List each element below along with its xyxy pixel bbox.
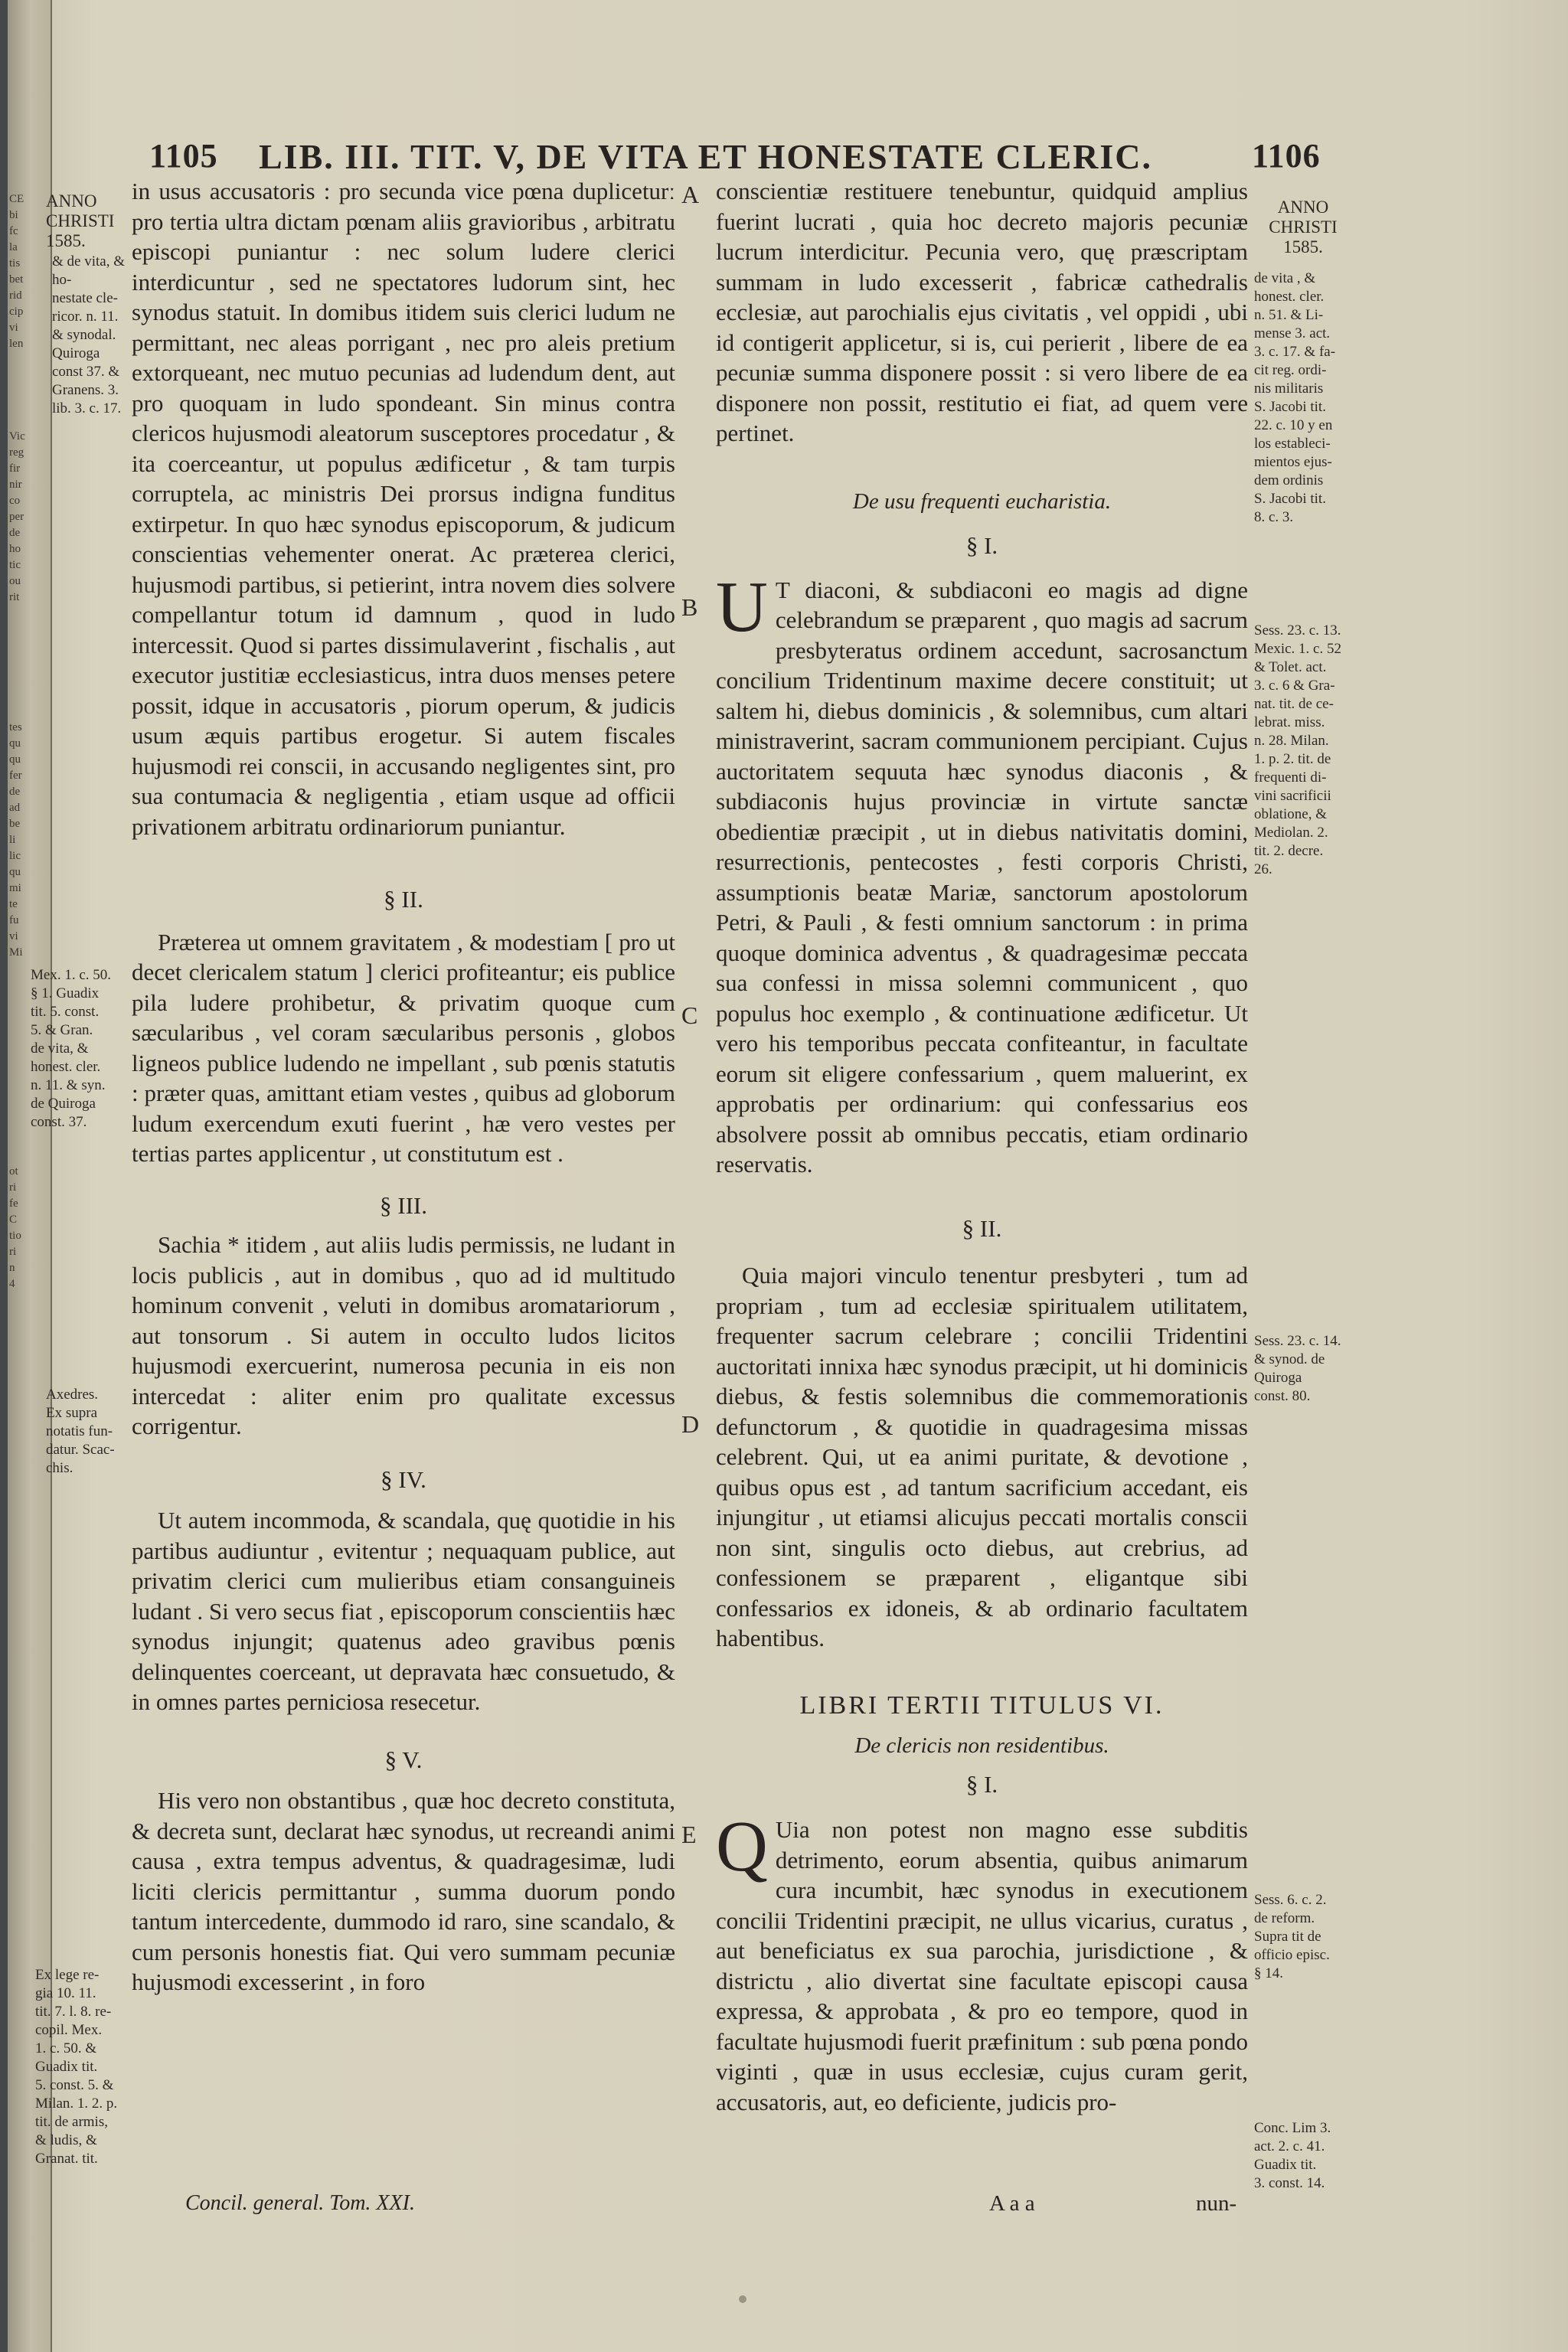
section-heading: § III. <box>380 1191 427 1219</box>
gutter-letter: B <box>681 593 698 621</box>
margin-note: Ex lege re- gia 10. 11. tit. 7. l. 8. re- copil. Mex. 1. c. 50. & Guadix tit. 5. const. 5. & Milan. 1. 2. p. tit. de armis, & ludis, & Granat. tit. <box>35 1967 118 2167</box>
paper-speck <box>739 2295 746 2303</box>
margin-year-right: ANNO CHRISTI 1585. <box>1269 198 1338 256</box>
section-subtitle: De usu frequenti eucharistia. <box>852 488 1112 514</box>
gutter-letter: C <box>681 1001 698 1029</box>
paragraph: His vero non obstantibus , quæ hoc decreto constituta, & decreta sunt, declarat hæc synodus, ut recreandi animi causa , extra tempus adventus, & quadragesimæ, ludi liciti clericis permittantur , summa duorum pondo tantum intercedente, dummodo id raro, sine scandalo, & cum personis honestis fiat. Qui vero summam pecuniæ hujusmodi excesserint , in foro <box>132 1787 675 1995</box>
section-heading: § I. <box>965 532 998 559</box>
margin-note: Axedres. Ex supra notatis fun- datur. Scac- chis. <box>46 1387 115 1476</box>
section-heading: § V. <box>384 1746 423 1773</box>
prev-page-fragment: Vic reg fir nir co per de ho tic ou rit <box>9 430 25 603</box>
margin-note: Sess. 6. c. 2. de reform. Supra tit de officio episc. § 14. <box>1254 1892 1330 1981</box>
signature-mark: A a a <box>989 2191 1035 2216</box>
page-number-left: 1105 <box>149 137 218 175</box>
paragraph: T diaconi, & subdiaconi eo magis ad digne celebrandum se præparent , quo magis ad sacrum presbyteratus ordinem accedunt, sacrosanctum concilium Tridentinum maxime decere constituit; ut saltem hi, diebus dominicis , & solemnibus, cum altari ministraverint, sacram communionem percipiant. Cujus auctoritatem sequuta hæc synodus diaconis , & subdiaconis hujus provinciæ in virtute sanctæ obedientiæ præcipit , ut in diebus nativitatis domini, resurrectionis, pentecostes , festi corporis Christi, assumptionis beatæ Mariæ, sanctorum apostolorum Petri, & Pauli , & festi omnium sanctorum : in prima quoque dominica adventus , & quadragesimæ peccata sua confessi in missa solemni communicent , quo populus hoc exemplo , & continuatione ædificetur. Ut vero his temporibus peccata confiteantur, in facultate eorum sit eligere confessarium , quem maluerint, ex approbatis per ordinarium: qui confessarius eos absolvere possit ab omnibus peccatis, etiam ordinario reservatis. <box>716 576 1248 1178</box>
book-page <box>8 0 1568 2352</box>
margin-note: Conc. Lim 3. act. 2. c. 41. Guadix tit. 3. const. 14. <box>1254 2120 1331 2191</box>
gutter-letter: E <box>681 1821 697 1848</box>
margin-note: Mex. 1. c. 50. § 1. Guadix tit. 5. const. 5. & Gran. de vita, & honest. cler. n. 11. & syn. de Quiroga const. 37. <box>31 967 112 1130</box>
section-heading: § I. <box>965 1770 998 1798</box>
running-title: LIB. III. TIT. V, DE VITA ET HONESTATE CLERIC. <box>259 137 1153 176</box>
catchword: nun- <box>1196 2191 1237 2216</box>
margin-note: & de vita, & ho- nestate cle- ricor. n. 11. & synodal. Quiroga const 37. & Granens. 3. lib. 3. c. 17. <box>52 253 125 416</box>
margin-note: de vita , & honest. cler. n. 51. & Li- mense 3. act. 3. c. 17. & fa- cit reg. ordi- nis militaris S. Jacobi tit. 22. c. 10 y en los estableci- mientos ejus- dem ordinis S. Jacobi tit. 8. c. 3. <box>1254 270 1336 525</box>
paragraph: Sachia * itidem , aut aliis ludis permissis, ne ludant in locis publicis , aut in domibus , quo ad id multitudo hominum convenit , veluti in domibus aromatariorum , aut tonsorum . Si autem in occulto ludos licitos hujusmodi exercuerint, numerosa pecunia in eis non intercedat : aliter enim pro qualitate excessus corrigentur. <box>132 1231 675 1439</box>
right-column <box>716 176 1248 2117</box>
paragraph: Uia non potest non magno esse subditis detrimento, eorum absentia, quibus animarum cura incumbit, hæc synodus in executionem concilii Tridentini præcipit, ne ullus vicarius, curatus , aut beneficiatus ex sua parochia, jurisdictione , & districtu , alio divertat sine facultate episcopi causa expressa, & approbata , & pro eo tempore, quod in facultate hujusmodi fuerit præfinitum : sub pœna pondo viginti , quæ in usus ecclesiæ, cujus curam gerit, accusatoris, aut, eo deficiente, judicis pro- <box>716 1816 1248 2115</box>
margin-note: Sess. 23. c. 14. & synod. de Quiroga const. 80. <box>1254 1333 1341 1404</box>
section-heading: § IV. <box>381 1465 426 1493</box>
paragraph: conscientiæ restituere tenebuntur, quidquid amplius fuerint lucrati , quia hoc decreto majoris pecuniæ lucrum interdicitur. Pecunia vero, quę præscriptam summam in ludo excesserit , fabricæ cathedralis ecclesiæ, aut parochialis ejus civitatis , vel oppidi , ubi id contigerit applicetur, si is, cui perierit , libere de ea pecuniæ summa disponere possit : si vero libere de ea disponere non possit, restitutio ei fiat, ad quem vere pertinet. <box>716 178 1248 446</box>
left-column <box>132 176 675 1998</box>
title-heading: LIBRI TERTII TITULUS VI. <box>799 1690 1165 1720</box>
paragraph: in usus accusatoris : pro secunda vice pœna dupliceturː pro tertia ultra dictam pœnam aliis gravioribus , arbitratu episcopi puniantur : nec solum ludere clerici interdicuntur , sed ne spectatores ludorum sint, hec synodus statuit. In domibus itidem suis clerici ludum ne permittant, nec aleas porrigant , nec pro aleis pretium extorqueant, nec mutuo pecunias ad ludendum dent, aut pro quoquam in ludo spondeant. Sin minus contra clericos hujusmodi aleatorum susceptores procedatur , & ita coerceantur, ut populus ædificetur , & tam turpis corruptela, ac ministris Dei prorsus indigna funditus extirpetur. In quo hæc synodus episcoporum, & judicum conscientias vehementer onerat. Ac præterea clerici, hujusmodi partibus, si petierint, intra novem dies solvere compellantur totum id damnum , quod in ludo intercessit. Quod si partes dissimulaverint , fischalis , aut executor justitiæ ecclesiasticus, intra duos menses petere possit, idque in accusatoris , piorum operum, & judicis usum æquis partibus erogetur. Si autem fiscales hujusmodi rei conscii, in accusando negligentes sint, pro sua contumacia & negligentia , etiam usque ad officii privationem arbitratu ordinariorum puniantur. <box>132 178 675 840</box>
page-number-right: 1106 <box>1252 137 1321 175</box>
section-subtitle: De clericis non residentibus. <box>854 1733 1109 1758</box>
margin-note: Sess. 23. c. 13. Mexic. 1. c. 52 & Tolet. act. 3. c. 6 & Gra- nat. tit. de ce- lebrat. miss. n. 28. Milan. 1. p. 2. tit. de frequenti di- vini sacrificii oblatione, & Mediolan. 2. tit. 2. decre. 26. <box>1254 622 1341 877</box>
footer-volume: Concil. general. Tom. XXI. <box>185 2191 415 2215</box>
section-heading: § II. <box>962 1214 1002 1242</box>
paragraph: Præterea ut omnem gravitatem , & modestiam [ pro ut decet clericalem statum ] clerici profiteantur; eis publice pila ludere prohibetur, & privatim quoque cum sæcularibus , vel coram sæcularibus personis , globos ligneos publice ludendo ne impellant , sub pœnis statutis : præter quas, amittant etiam vestes , quibus ad globorum ludum exercendum exuti fuerint , hæ vero vestes per tertias partes applicentur , ut constitutum est . <box>132 928 675 1167</box>
margin-year-left: ANNO CHRISTI 1585. <box>46 191 115 250</box>
paragraph: Quia majori vinculo tenentur presbyteri , tum ad propriam , tum ad ecclesiæ spiritualem utilitatem, frequenter sacrum celebrare ; concilii Tridentini auctoritati innixa hæc synodus præcipit, ut hi dominicis diebus, & festis solemnibus die commemorationis defunctorum , & quotidie in quadragesima missas celebrent. Qui, ut ea animi puritate, & devotione , quibus opus est , ad tantum sacrificium accedant, eis injungitur , ut etiamsi alicujus peccati mortalis conscii non sint, singulis octo diebus, aut crebrius, ad confessionem se præparent , eligantque sibi confessarios ex idoneis, & ab ordinario facultatem habentibus. <box>716 1262 1248 1651</box>
prev-page-fragment: ot ri fe C tio ri n 4 <box>9 1165 21 1290</box>
prev-page-fragment: CE bi fc la tis bet rid cip vi len <box>9 193 24 350</box>
prev-page-fragment: tes qu qu fer de ad be li lic qu mi te fu vi Mi <box>9 721 23 959</box>
running-header <box>8 136 1568 182</box>
drop-capital: U <box>716 567 768 647</box>
section-heading: § II. <box>384 886 423 913</box>
drop-capital: Q <box>716 1807 768 1886</box>
paragraph: Ut autem incommoda, & scandala, quę quotidie in his partibus audiuntur , evitentur ; nequaquam publice, aut privatim clerici cum mulieribus etiam consanguineis ludant . Si vero secus fiat , episcoporum conscientiis hæc synodus injungit; quatenus adeo gravibus pœnis delinquentes coerceant, ut depravata hæc consuetudo, & in omnes partes perniciosa resecetur. <box>132 1507 675 1715</box>
gutter-letter: D <box>681 1410 700 1438</box>
gutter-letter: A <box>681 181 700 208</box>
